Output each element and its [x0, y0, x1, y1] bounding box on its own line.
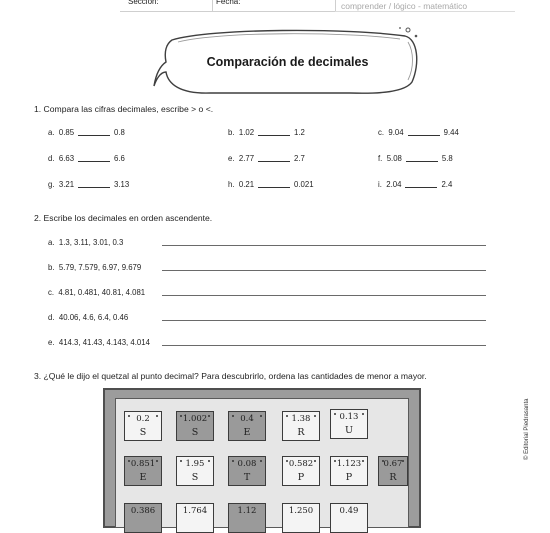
number-card[interactable]: 0.386: [124, 503, 162, 533]
answer-line[interactable]: [162, 320, 486, 321]
compare-item: d. 6.63 6.6: [48, 154, 125, 163]
number-card[interactable]: 1.123 P: [330, 456, 368, 486]
question-1-text: 1. Compara las cifras decimales, escribe > o <.: [34, 104, 214, 114]
question-2-text: 2. Escribe los decimales en orden ascendente.: [34, 213, 213, 223]
number-card[interactable]: 0.13 U: [330, 409, 368, 439]
answer-line[interactable]: [162, 270, 486, 271]
number-card[interactable]: 1.12: [228, 503, 266, 533]
answer-blank[interactable]: [408, 135, 440, 136]
order-item: b. 5.79, 7.579, 6.97, 9.679: [48, 263, 142, 272]
order-item: d. 40.06, 4.6, 6.4, 0.46: [48, 313, 129, 322]
number-card[interactable]: 0.08 T: [228, 456, 266, 486]
number-card[interactable]: 1.002 S: [176, 411, 214, 441]
answer-blank[interactable]: [258, 187, 290, 188]
answer-blank[interactable]: [406, 161, 438, 162]
seccion-label: Sección:: [128, 0, 159, 6]
header-divider: [335, 0, 336, 11]
answer-blank[interactable]: [78, 135, 110, 136]
bulletin-board: [103, 388, 421, 528]
answer-blank[interactable]: [78, 161, 110, 162]
number-card[interactable]: 1.764: [176, 503, 214, 533]
answer-line[interactable]: [162, 345, 486, 346]
answer-line[interactable]: [162, 295, 486, 296]
compare-item: a. 0.85 0.8: [48, 128, 125, 137]
compare-item: f. 5.08 5.8: [378, 154, 453, 163]
number-card[interactable]: 0.4 E: [228, 411, 266, 441]
answer-blank[interactable]: [258, 135, 290, 136]
number-card[interactable]: 0.49: [330, 503, 368, 533]
compare-item: g. 3.21 3.13: [48, 180, 130, 189]
answer-blank[interactable]: [405, 187, 437, 188]
compare-item: b. 1.02 1.2: [228, 128, 305, 137]
compare-item: e. 2.77 2.7: [228, 154, 305, 163]
answer-line[interactable]: [162, 245, 486, 246]
fecha-label: Fecha:: [216, 0, 241, 6]
order-item: c. 4.81, 0.481, 40.81, 4.081: [48, 288, 146, 297]
order-item: a. 1.3, 3.11, 3.01, 0.3: [48, 238, 124, 247]
answer-blank[interactable]: [78, 187, 110, 188]
copyright-note: © Editorial Piedrasanta: [524, 398, 530, 460]
page-title: Comparación de decimales: [206, 55, 369, 69]
number-card[interactable]: 0.582 P: [282, 456, 320, 486]
number-card[interactable]: 0.67 R: [378, 456, 408, 486]
number-card[interactable]: 0.2 S: [124, 411, 162, 441]
title-banner: [150, 22, 425, 104]
board-surface: [115, 398, 409, 528]
skill-tag: comprender / lógico - matemático: [341, 1, 468, 11]
number-card[interactable]: 1.95 S: [176, 456, 214, 486]
answer-blank[interactable]: [258, 161, 290, 162]
header-bar: [0, 0, 550, 14]
number-card[interactable]: 0.851 E: [124, 456, 162, 486]
header-underline: [120, 11, 335, 12]
header-divider: [212, 0, 213, 11]
compare-item: h. 0.21 0.021: [228, 180, 314, 189]
order-item: e. 414.3, 41.43, 4.143, 4.014: [48, 338, 150, 347]
number-card[interactable]: 1.38 R: [282, 411, 320, 441]
question-3-text: 3. ¿Qué le dijo el quetzal al punto decimal? Para descubrirlo, ordena las cantidades de menor a mayor.: [34, 371, 427, 381]
number-card[interactable]: 1.250: [282, 503, 320, 533]
header-underline: [335, 11, 515, 12]
compare-item: i. 2.04 2.4: [378, 180, 453, 189]
compare-item: c. 9.04 9.44: [378, 128, 459, 137]
